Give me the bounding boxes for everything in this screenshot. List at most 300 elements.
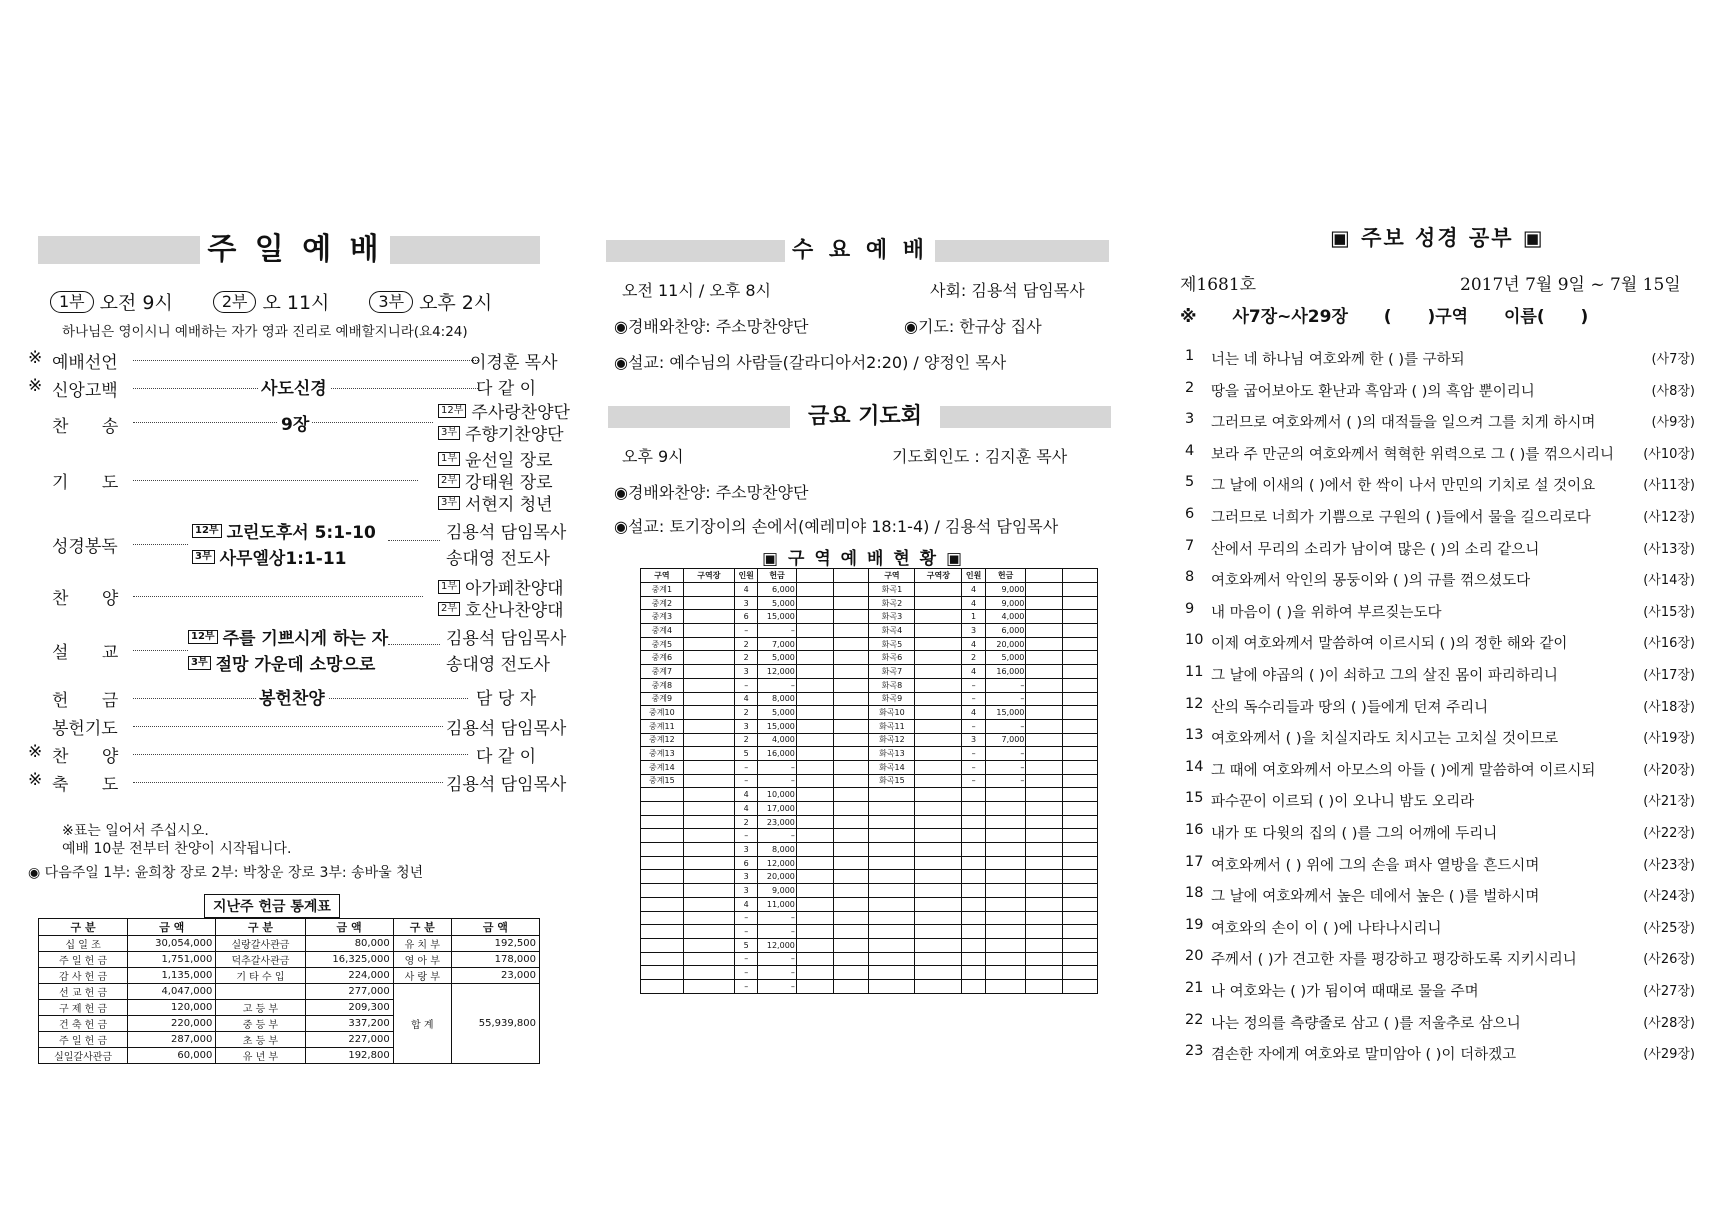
grid-cell	[641, 856, 684, 870]
grid-cell	[683, 665, 734, 679]
stats-header: 구 분	[393, 919, 451, 936]
question-item	[1185, 790, 1695, 811]
order-detail: 사무엘상1:1-11	[219, 549, 347, 569]
question-number: 22	[1185, 1011, 1204, 1028]
grid-cell	[915, 802, 962, 816]
grid-cell: 6,000	[758, 583, 796, 597]
grid-cell	[641, 911, 684, 925]
wednesday-service-title: 수 요 예 배	[785, 236, 935, 266]
question-number: 8	[1185, 569, 1195, 586]
question-number: 18	[1185, 885, 1204, 902]
order-detail: 9장	[278, 410, 312, 435]
grid-cell	[683, 802, 734, 816]
grid-cell	[834, 952, 869, 966]
grid-cell: 3	[734, 665, 757, 679]
order-leader: 송대영 전도사	[446, 549, 550, 569]
question-ref: (사29장)	[1643, 1047, 1695, 1063]
grid-cell: 16,000	[985, 665, 1026, 679]
question-ref: (사8장)	[1651, 383, 1695, 399]
stats-header: 구 분	[39, 919, 128, 936]
grid-cell: –	[985, 692, 1026, 706]
grid-cell	[915, 979, 962, 993]
grid-cell: 중계5	[641, 637, 684, 651]
grid-cell: 4	[734, 802, 757, 816]
grid-cell: 화곡10	[869, 706, 915, 720]
grid-row	[641, 815, 1098, 829]
grid-cell	[985, 884, 1026, 898]
grid-cell: 3	[962, 624, 985, 638]
grid-cell: –	[734, 925, 757, 939]
question-text: 여호와께서 ( )을 치실지라도 치시고는 고치실 것이므로	[1211, 731, 1559, 748]
grid-cell	[683, 788, 734, 802]
grid-cell	[834, 966, 869, 980]
question-number: 14	[1185, 758, 1204, 775]
grid-cell	[1062, 624, 1097, 638]
question-item	[1185, 1012, 1695, 1033]
grid-cell	[683, 774, 734, 788]
question-ref: (사18장)	[1643, 699, 1695, 715]
grid-cell: 5,000	[758, 706, 796, 720]
question-item	[1185, 948, 1695, 969]
grid-cell	[834, 856, 869, 870]
grid-cell	[1062, 596, 1097, 610]
stats-cell: 기 타 수 입	[216, 968, 305, 984]
grid-cell	[1062, 678, 1097, 692]
stats-cell: 30,054,000	[128, 936, 216, 952]
grid-cell	[683, 856, 734, 870]
order-detail-row	[192, 518, 376, 543]
grid-cell	[641, 788, 684, 802]
grid-cell: 화곡8	[869, 678, 915, 692]
service-time: 오후 2시	[419, 292, 493, 314]
stats-title: 지난주 헌금 통계표	[204, 894, 340, 918]
question-item	[1185, 854, 1695, 875]
grid-cell	[915, 624, 962, 638]
friday-leader: 기도회인도 : 김지훈 목사	[892, 447, 1068, 466]
grid-cell: –	[758, 829, 796, 843]
grid-row	[641, 856, 1098, 870]
stats-cell: 감 사 헌 금	[39, 968, 128, 984]
stats-cell: 중 등 부	[216, 1016, 305, 1032]
leader-dots	[133, 726, 443, 727]
grid-cell: 4	[962, 706, 985, 720]
part-tag: 2부	[438, 602, 460, 616]
grid-cell	[683, 624, 734, 638]
leader-dots	[133, 754, 468, 755]
grid-cell: 화곡13	[869, 747, 915, 761]
question-number: 7	[1185, 537, 1195, 554]
grid-cell: –	[758, 952, 796, 966]
service-tag: 2부	[213, 291, 257, 313]
question-text: 그 날에 이새의 ( )에서 한 싹이 나서 만민의 기치로 설 것이요	[1211, 478, 1596, 495]
grid-cell	[834, 692, 869, 706]
question-number: 21	[1185, 980, 1204, 996]
question-ref: (사14장)	[1643, 573, 1695, 589]
question-item	[1185, 411, 1695, 432]
grid-header: 구역장	[915, 569, 962, 583]
grid-cell	[796, 678, 833, 692]
grid-cell	[1026, 760, 1062, 774]
offering-stats-table	[38, 918, 540, 1064]
grid-cell	[1026, 979, 1062, 993]
part-tag: 2부	[438, 474, 460, 488]
grid-cell	[1062, 870, 1097, 884]
question-text: 여호와께서 ( ) 위에 그의 손을 펴사 열방을 흔드시며	[1211, 857, 1540, 874]
grid-cell	[1026, 925, 1062, 939]
grid-cell: 2	[734, 733, 757, 747]
grid-cell	[869, 829, 915, 843]
grid-cell	[683, 583, 734, 597]
part-tag: 1부	[438, 580, 460, 594]
part-tag: 3부	[438, 496, 460, 510]
friday-prayer-title: 금요 기도회	[790, 402, 940, 432]
grid-row	[641, 938, 1098, 952]
grid-row	[641, 925, 1098, 939]
grid-cell	[683, 651, 734, 665]
grid-cell	[683, 706, 734, 720]
grid-cell: –	[758, 966, 796, 980]
grid-cell: 3	[734, 719, 757, 733]
grid-cell	[869, 925, 915, 939]
grid-cell	[962, 843, 985, 857]
grid-cell: 12,000	[758, 856, 796, 870]
grid-cell	[915, 843, 962, 857]
grid-cell	[834, 774, 869, 788]
grid-cell	[1026, 774, 1062, 788]
grid-row	[641, 760, 1098, 774]
grid-cell	[915, 678, 962, 692]
service-time: 오 11시	[262, 292, 330, 314]
grid-cell	[915, 897, 962, 911]
order-leader: 이경훈 목사	[470, 353, 558, 373]
grid-cell	[641, 815, 684, 829]
stats-row	[39, 936, 540, 952]
question-number: 10	[1185, 632, 1204, 649]
grid-cell: 화곡4	[869, 624, 915, 638]
grid-cell	[834, 733, 869, 747]
grid-cell	[834, 610, 869, 624]
question-text: 내 마음이 ( )을 위하여 부르짖는도다	[1211, 604, 1442, 621]
grid-cell	[641, 952, 684, 966]
order-label: 찬 송	[52, 417, 133, 437]
stats-cell: 사 랑 부	[393, 968, 451, 984]
order-label: 기 도	[52, 473, 133, 493]
grid-cell	[1062, 802, 1097, 816]
question-ref: (사13장)	[1643, 541, 1695, 557]
stats-cell: 선 교 헌 금	[39, 984, 128, 1000]
order-label: 헌 금	[52, 691, 133, 711]
grid-cell	[915, 637, 962, 651]
friday-time: 오후 9시	[622, 447, 684, 466]
order-leader: 김용석 담임목사	[446, 629, 567, 649]
question-text: 그러므로 너희가 기쁨으로 구원의 ( )들에서 물을 길으리로다	[1211, 510, 1591, 526]
grid-cell: 16,000	[758, 747, 796, 761]
grid-cell	[915, 733, 962, 747]
grid-row	[641, 692, 1098, 706]
grid-cell: 중계14	[641, 760, 684, 774]
question-item	[1185, 601, 1695, 622]
grid-cell	[641, 979, 684, 993]
stats-cell: 실랑갈사관금	[216, 936, 305, 952]
service-tag: 1부	[50, 291, 94, 313]
grid-cell: 중계3	[641, 610, 684, 624]
grid-cell	[1062, 938, 1097, 952]
grid-cell	[915, 856, 962, 870]
grid-header: 인원	[734, 569, 757, 583]
grid-cell	[683, 966, 734, 980]
grid-cell	[1026, 829, 1062, 843]
grid-cell	[834, 925, 869, 939]
grid-cell: 4	[734, 897, 757, 911]
grid-cell	[796, 856, 833, 870]
grid-cell	[796, 952, 833, 966]
grid-cell	[1062, 829, 1097, 843]
question-ref: (사16장)	[1643, 636, 1695, 652]
grid-cell: –	[758, 678, 796, 692]
grid-cell: 10,000	[758, 788, 796, 802]
grid-row	[641, 884, 1098, 898]
grid-cell	[683, 610, 734, 624]
grid-cell	[985, 802, 1026, 816]
question-text: 너는 네 하나님 여호와께 한 ( )를 구하되	[1211, 352, 1465, 368]
grid-cell	[869, 952, 915, 966]
grid-cell: –	[985, 678, 1026, 692]
question-ref: (사7장)	[1651, 352, 1695, 367]
grid-cell	[962, 788, 985, 802]
grid-cell	[962, 911, 985, 925]
stats-cell: 287,000	[128, 1032, 216, 1048]
stats-cell: 80,000	[305, 936, 393, 952]
grid-cell	[962, 815, 985, 829]
grid-cell: 3	[962, 733, 985, 747]
order-label: 봉헌기도	[52, 719, 118, 739]
question-item	[1185, 443, 1695, 464]
grid-cell	[869, 843, 915, 857]
grid-cell	[1026, 678, 1062, 692]
grid-cell	[1062, 788, 1097, 802]
grid-cell: 5,000	[985, 651, 1026, 665]
grid-cell: 2	[734, 651, 757, 665]
grid-cell	[796, 596, 833, 610]
grid-cell	[1026, 706, 1062, 720]
grid-cell	[1026, 938, 1062, 952]
grid-cell: 2	[734, 815, 757, 829]
grid-header	[1026, 569, 1062, 583]
grid-header: 헌금	[758, 569, 796, 583]
question-item	[1185, 348, 1695, 369]
grid-cell: 화곡1	[869, 583, 915, 597]
grid-cell	[915, 651, 962, 665]
stats-cell: 주 일 헌 금	[39, 952, 128, 968]
grid-cell: 화곡15	[869, 774, 915, 788]
grid-cell: 6,000	[985, 624, 1026, 638]
wednesday-praise: ◉경배와찬양: 주소망찬양단	[614, 317, 809, 336]
grid-row	[641, 774, 1098, 788]
question-item	[1185, 696, 1695, 717]
grid-cell	[1062, 774, 1097, 788]
question-number: 4	[1185, 442, 1195, 459]
part-tag: 12부	[438, 404, 466, 418]
grid-cell	[796, 747, 833, 761]
grid-cell: 5,000	[758, 596, 796, 610]
question-ref: (사19장)	[1643, 731, 1695, 747]
grid-cell	[1062, 884, 1097, 898]
grid-cell	[869, 979, 915, 993]
question-text: 산의 독수리들과 땅의 ( )들에게 던져 주리니	[1211, 699, 1489, 716]
praise-note: 예배 10분 전부터 찬양이 시작됩니다.	[62, 841, 292, 857]
grid-cell	[1026, 911, 1062, 925]
grid-cell: 12,000	[758, 665, 796, 679]
grid-cell	[1026, 733, 1062, 747]
grid-cell	[915, 692, 962, 706]
part-tag: 12부	[192, 524, 222, 538]
stats-cell: 16,325,000	[305, 952, 393, 968]
grid-cell	[834, 870, 869, 884]
grid-cell	[796, 610, 833, 624]
grid-row	[641, 897, 1098, 911]
grid-cell	[962, 802, 985, 816]
grid-cell	[641, 897, 684, 911]
grid-cell	[915, 870, 962, 884]
grid-cell	[683, 719, 734, 733]
question-number: 11	[1185, 664, 1204, 680]
order-label: 예배선언	[52, 353, 118, 373]
question-item	[1185, 727, 1695, 748]
next-week-note: ◉ 다음주일 1부: 윤희창 장로 2부: 박창운 장로 3부: 송바울 청년	[28, 865, 424, 881]
grid-cell	[985, 938, 1026, 952]
question-ref: (사28장)	[1643, 1015, 1695, 1031]
question-ref: (사22장)	[1643, 826, 1695, 841]
stats-cell: 실일갈사관금	[39, 1048, 128, 1064]
grid-cell	[915, 706, 962, 720]
grid-cell: –	[734, 829, 757, 843]
order-leader: 담 당 자	[476, 689, 537, 709]
question-ref: (사27장)	[1643, 984, 1695, 999]
stats-cell: 1,751,000	[128, 952, 216, 968]
mark: ※	[28, 742, 43, 762]
grid-cell	[796, 692, 833, 706]
grid-cell	[834, 678, 869, 692]
order-detail: 봉헌찬양	[256, 684, 328, 709]
wednesday-time: 오전 11시 / 오후 8시	[622, 281, 772, 300]
part-tag: 3부	[192, 550, 215, 564]
grid-cell: 중계1	[641, 583, 684, 597]
grid-row	[641, 706, 1098, 720]
grid-cell	[915, 829, 962, 843]
grid-row	[641, 870, 1098, 884]
grid-cell	[962, 884, 985, 898]
order-leader: 김용석 담임목사	[446, 719, 567, 739]
grid-cell	[985, 979, 1026, 993]
grid-row	[641, 596, 1098, 610]
grid-header: 인원	[962, 569, 985, 583]
grid-cell: 중계15	[641, 774, 684, 788]
stats-header: 금 액	[128, 919, 216, 936]
grid-cell: 화곡11	[869, 719, 915, 733]
grid-cell: 4	[962, 665, 985, 679]
grid-cell: 중계9	[641, 692, 684, 706]
order-label: 성경봉독	[52, 537, 118, 557]
grid-cell	[915, 610, 962, 624]
question-number: 17	[1185, 853, 1204, 870]
grid-cell: –	[985, 747, 1026, 761]
question-text: 나는 정의를 측량줄로 삼고 ( )를 저울추로 삼으니	[1211, 1015, 1521, 1032]
grid-cell	[834, 719, 869, 733]
grid-cell	[869, 966, 915, 980]
service-time: 오전 9시	[99, 292, 173, 314]
grid-cell	[915, 938, 962, 952]
grid-cell	[915, 747, 962, 761]
grid-cell	[962, 856, 985, 870]
grid-cell: 화곡3	[869, 610, 915, 624]
question-ref: (사24장)	[1643, 889, 1695, 905]
grid-cell	[1062, 925, 1097, 939]
grid-cell: 5	[734, 747, 757, 761]
service-times	[50, 288, 492, 315]
grid-cell	[1062, 665, 1097, 679]
question-text: 겸손한 자에게 여호와로 말미암아 ( )이 더하겠고	[1211, 1047, 1517, 1064]
grid-cell: 중계2	[641, 596, 684, 610]
grid-cell	[683, 678, 734, 692]
grid-cell	[1062, 911, 1097, 925]
question-number: 23	[1185, 1043, 1204, 1060]
question-ref: (사12장)	[1643, 510, 1695, 525]
grid-cell	[796, 925, 833, 939]
stats-cell: 구 제 헌 금	[39, 1000, 128, 1016]
grid-cell: 1	[962, 610, 985, 624]
grid-cell	[985, 815, 1026, 829]
question-item	[1185, 632, 1695, 653]
friday-sermon: ◉설교: 토기장이의 손에서(예레미야 18:1-4) / 김용석 담임목사	[614, 517, 1059, 536]
question-item	[1185, 380, 1695, 401]
grid-cell	[985, 843, 1026, 857]
grid-row	[641, 665, 1098, 679]
grid-row	[641, 610, 1098, 624]
grid-cell	[962, 870, 985, 884]
grid-cell	[683, 733, 734, 747]
grid-cell: –	[734, 979, 757, 993]
grid-cell	[915, 774, 962, 788]
grid-header: 구역	[641, 569, 684, 583]
question-item	[1185, 917, 1695, 938]
grid-cell: 화곡2	[869, 596, 915, 610]
question-number: 2	[1185, 379, 1195, 396]
grid-cell: 6	[734, 610, 757, 624]
grid-cell: 화곡12	[869, 733, 915, 747]
grid-cell	[796, 843, 833, 857]
grid-row	[641, 747, 1098, 761]
order-leader: 강태원 장로	[465, 473, 553, 493]
grid-cell	[985, 829, 1026, 843]
grid-cell	[985, 966, 1026, 980]
question-item	[1185, 759, 1695, 780]
grid-cell: 3	[734, 596, 757, 610]
grid-cell: –	[758, 911, 796, 925]
grid-cell: 20,000	[985, 637, 1026, 651]
grid-cell	[796, 802, 833, 816]
grid-cell: –	[962, 747, 985, 761]
grid-cell	[915, 815, 962, 829]
stats-header: 금 액	[451, 919, 539, 936]
grid-cell: 중계10	[641, 706, 684, 720]
grid-cell	[683, 979, 734, 993]
grid-cell	[1062, 651, 1097, 665]
grid-cell	[985, 897, 1026, 911]
grid-cell	[834, 788, 869, 802]
grid-cell	[834, 897, 869, 911]
grid-cell: –	[985, 760, 1026, 774]
grid-cell	[1026, 815, 1062, 829]
